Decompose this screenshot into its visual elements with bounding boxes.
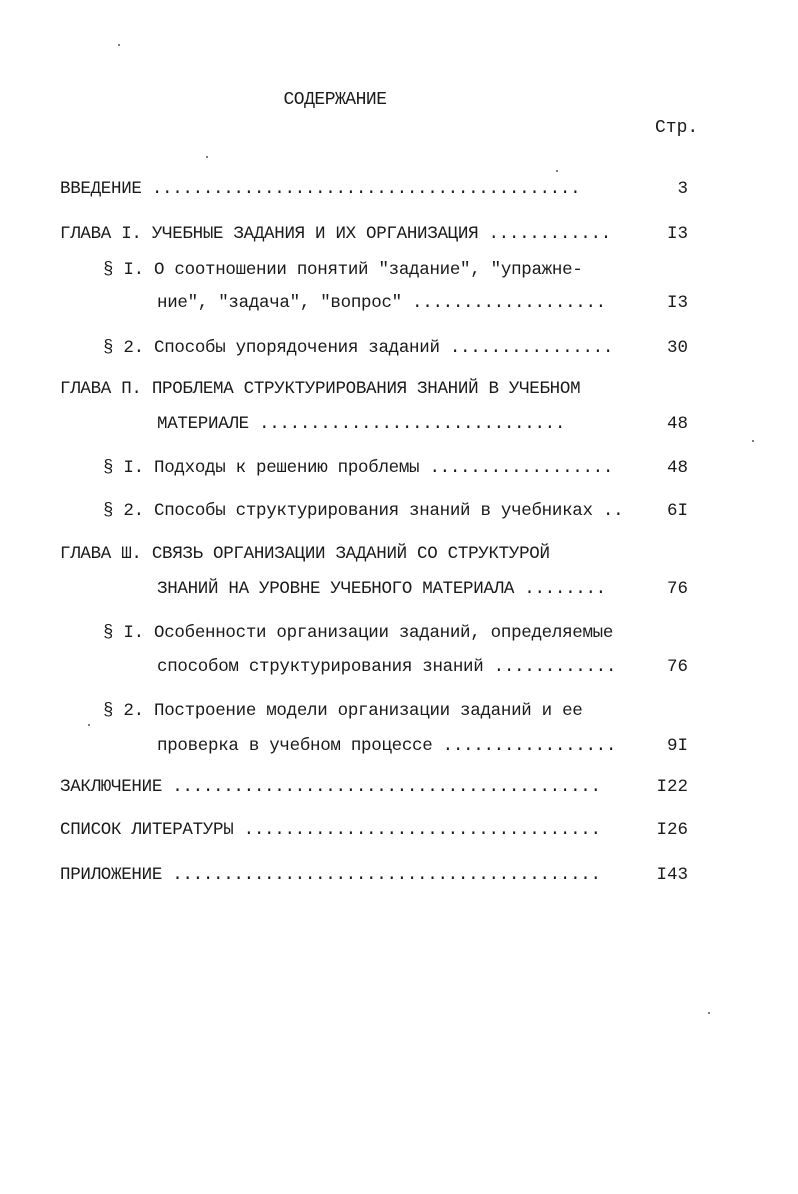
toc-entry-text: ГЛАВА I. УЧЕБНЫЕ ЗАДАНИЯ И ИХ ОРГАНИЗАЦИЯ ............ [60,224,611,244]
toc-page-number: I3 [666,293,688,313]
toc-entry-text: § I. Особенности организации заданий, определяемые [103,623,614,643]
toc-entry-text: ВВЕДЕНИЕ .......................................... [60,179,581,199]
scan-speck [556,170,558,172]
toc-entry-text: § 2. Способы упорядочения заданий ................ [103,338,614,358]
toc-page-number: 76 [666,579,688,599]
toc-entry-text-continued: способом структурирования знаний ............ [157,657,617,677]
toc-page-number: I22 [656,777,688,797]
toc-entry-text: ГЛАВА Ш. СВЯЗЬ ОРГАНИЗАЦИИ ЗАДАНИЙ СО СТРУКТУРОЙ [60,544,550,564]
toc-page-number: 48 [666,414,688,434]
toc-entry-text-continued: МАТЕРИАЛЕ .............................. [157,414,566,434]
toc-page-number: 9I [666,736,688,756]
toc-title: СОДЕРЖАНИЕ [283,90,387,110]
scan-speck [206,156,208,158]
toc-entry-text: ЗАКЛЮЧЕНИЕ .......................................... [60,777,601,797]
toc-page-number: 48 [666,458,688,478]
toc-page-number: I26 [656,820,688,840]
scan-speck [88,724,90,726]
toc-entry-text: § 2. Построение модели организации заданий и ее [103,701,583,721]
toc-page-number: 3 [677,179,688,199]
toc-entry-text: ПРИЛОЖЕНИЕ .......................................... [60,865,601,885]
toc-entry-text: § I. Подходы к решению проблемы .................. [103,458,614,478]
toc-entry-text: ГЛАВА П. ПРОБЛЕМА СТРУКТУРИРОВАНИЯ ЗНАНИЙ В УЧЕБНОМ [60,379,581,399]
page-column-header: Стр. [655,118,699,138]
toc-entry-text-continued: проверка в учебном процессе ................. [157,736,617,756]
scan-speck [118,44,120,46]
toc-page-number: 6I [666,501,688,521]
scan-speck [752,440,754,442]
toc-page-number: I43 [656,865,688,885]
toc-entry-text: СПИСОК ЛИТЕРАТУРЫ ................................... [60,820,601,840]
toc-entry-text: § 2. Способы структурирования знаний в учебниках .. [103,501,624,521]
toc-entry-text: § I. О соотношении понятий "задание", "упражне- [103,260,583,280]
toc-page-number: 76 [666,657,688,677]
toc-page-number: I3 [666,224,688,244]
scan-speck [708,1012,710,1014]
toc-entry-text-continued: ние", "задача", "вопрос" ................... [157,293,606,313]
toc-entry-text-continued: ЗНАНИЙ НА УРОВНЕ УЧЕБНОГО МАТЕРИАЛА ........ [157,579,606,599]
toc-page-number: 30 [666,338,688,358]
